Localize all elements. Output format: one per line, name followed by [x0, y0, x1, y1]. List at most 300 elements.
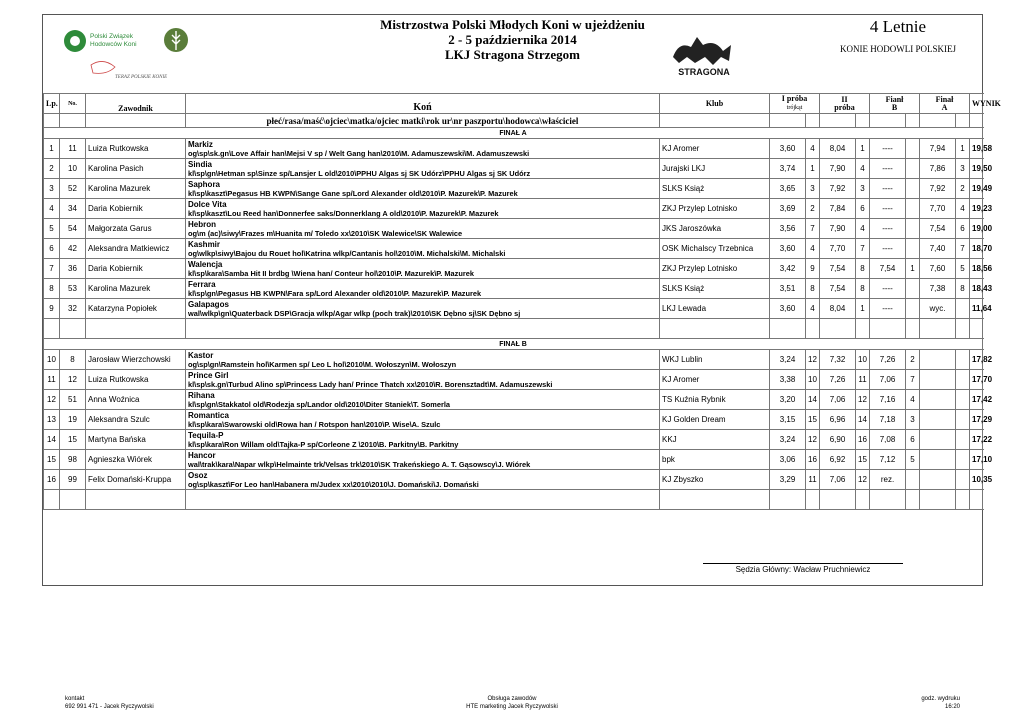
row-final-b-score: ----	[870, 179, 906, 199]
row-final-b-score: 7,18	[870, 410, 906, 430]
row-total: 10,35	[970, 470, 983, 490]
row-final-b-rank: 3	[906, 410, 920, 430]
results-sheet	[42, 14, 1001, 586]
row-total: 11,64	[970, 299, 983, 319]
row-final-a-score: 7,38	[920, 279, 956, 299]
col-result: WYNIK	[970, 94, 983, 114]
col-final-a	[920, 94, 970, 114]
row-total: 19,00	[970, 219, 983, 239]
row-number: 54	[60, 219, 86, 239]
col-final-b	[870, 94, 920, 114]
row-final-b-score: ----	[870, 299, 906, 319]
row-final-a-score: 7,54	[920, 219, 956, 239]
row-horse	[186, 430, 660, 450]
col-test2-sub: próba	[834, 102, 855, 112]
horse-name: Walencja	[188, 259, 223, 269]
row-test2-rank: 3	[856, 179, 870, 199]
row-number: 8	[60, 350, 86, 370]
row-final-a-rank: 8	[956, 279, 970, 299]
row-test1-score: 3,15	[770, 410, 806, 430]
row-club: SLKS Książ	[660, 279, 770, 299]
row-test2-rank: 12	[856, 470, 870, 490]
result-row	[44, 370, 983, 390]
row-lp: 16	[44, 470, 60, 490]
row-rider: Felix Domański-Kruppa	[86, 470, 186, 490]
teraz-horse-icon	[91, 61, 115, 73]
row-test1-score: 3,56	[770, 219, 806, 239]
row-rider: Daria Kobiernik	[86, 259, 186, 279]
row-total: 17,82	[970, 350, 983, 370]
footer-service-name: HTE marketing Jacek Ryczywolski	[466, 704, 558, 710]
row-horse	[186, 219, 660, 239]
row-final-a-rank: 4	[956, 199, 970, 219]
row-rider: Aleksandra Matkiewicz	[86, 239, 186, 259]
row-rider: Małgorzata Garus	[86, 219, 186, 239]
row-final-a-rank: 2	[956, 179, 970, 199]
row-lp: 15	[44, 450, 60, 470]
row-club: KJ Zbyszko	[660, 470, 770, 490]
row-final-b-score: ----	[870, 139, 906, 159]
horse-desc-header-row	[44, 114, 983, 128]
row-final-b-rank: 4	[906, 390, 920, 410]
row-number: 99	[60, 470, 86, 490]
row-final-b-score: 7,06	[870, 370, 906, 390]
organization-label: KONIE HODOWLI POLSKIEJ	[840, 44, 956, 54]
final-a-body	[44, 128, 993, 319]
horse-description: og\sp\kaszt\For Leo han\Habanera m/Judex xx\2010\2010\J. Domański\J. Domański	[188, 479, 479, 489]
row-final-b-rank	[906, 179, 920, 199]
row-test2-rank: 1	[856, 139, 870, 159]
row-number: 42	[60, 239, 86, 259]
row-total: 17,42	[970, 390, 983, 410]
row-final-a-rank: 6	[956, 219, 970, 239]
col-test1-sub: trójkąt	[786, 105, 803, 111]
row-number: 11	[60, 139, 86, 159]
row-club: JKS Jaroszówka	[660, 219, 770, 239]
horse-description: kl\sp\kara\Swarowski old\Rowa han / Rotspon han\2010\P. Wise\A. Szulc	[188, 419, 441, 429]
row-final-b-score: ----	[870, 219, 906, 239]
row-final-b-score: 7,26	[870, 350, 906, 370]
row-final-a-rank: 3	[956, 159, 970, 179]
row-final-b-rank: 5	[906, 450, 920, 470]
result-row	[44, 350, 983, 370]
spacer-body	[44, 319, 983, 339]
result-row	[44, 139, 983, 159]
row-lp: 7	[44, 259, 60, 279]
row-final-a-score: 7,92	[920, 179, 956, 199]
row-final-a-rank	[956, 410, 970, 430]
col-test1-label: I próba	[781, 94, 808, 103]
row-horse	[186, 239, 660, 259]
row-final-b-score: 7,08	[870, 430, 906, 450]
row-test2-rank: 16	[856, 430, 870, 450]
row-total: 17,70	[970, 370, 983, 390]
col-final-a-sub: A	[941, 102, 948, 112]
horse-name: Markiz	[188, 139, 213, 149]
row-final-a-score	[920, 470, 956, 490]
row-rider: Anna Woźnica	[86, 390, 186, 410]
row-test2-rank: 10	[856, 350, 870, 370]
row-club: Jurajski LKJ	[660, 159, 770, 179]
row-total: 19,50	[970, 159, 983, 179]
row-number: 15	[60, 430, 86, 450]
col-no: No.	[60, 94, 86, 114]
row-lp: 2	[44, 159, 60, 179]
row-test1-score: 3,42	[770, 259, 806, 279]
result-row	[44, 259, 983, 279]
horse-name: Sindia	[188, 159, 213, 169]
row-total: 17,29	[970, 410, 983, 430]
row-total: 17,22	[970, 430, 983, 450]
horse-name: Hancor	[188, 450, 216, 460]
row-club: SLKS Książ	[660, 179, 770, 199]
row-final-b-rank: 2	[906, 350, 920, 370]
row-number: 12	[60, 370, 86, 390]
row-final-b-rank	[906, 219, 920, 239]
col-lp: Lp.	[44, 94, 60, 114]
category-title: 4 Letnie	[869, 17, 927, 36]
row-final-b-score: 7,16	[870, 390, 906, 410]
row-lp: 12	[44, 390, 60, 410]
final-b-body	[44, 339, 993, 510]
footer-print-value: 16:20	[944, 704, 960, 710]
horse-name: Hebron	[188, 219, 216, 229]
row-final-b-score: ----	[870, 239, 906, 259]
row-lp: 9	[44, 299, 60, 319]
row-final-b-score: rez.	[870, 470, 906, 490]
col-test2	[820, 94, 870, 114]
horse-description: kl\sp\gn\Stakkatol old\Rodezja sp/Landor old\2010\Diter Staniek\T. Somerla	[188, 399, 451, 409]
horse-description: wal\trak\kara\Napar wlkp\Helmainte trk/Velsas trk\2010\SK Trakeńskiego A. T. Gąsowscy\J. Wiórek	[188, 459, 531, 469]
row-test1-rank: 14	[806, 390, 820, 410]
row-rider: Aleksandra Szulc	[86, 410, 186, 430]
pzhk-name-1: Polski Związek	[90, 33, 133, 40]
row-horse	[186, 199, 660, 219]
row-test2-rank: 11	[856, 370, 870, 390]
row-test2-rank: 8	[856, 259, 870, 279]
spacer-row	[44, 490, 983, 510]
row-test2-score: 6,96	[820, 410, 856, 430]
row-test1-score: 3,60	[770, 299, 806, 319]
row-club: ZKJ Przylep Lotnisko	[660, 259, 770, 279]
pzhk-name-2: Hodowców Koni	[90, 41, 137, 48]
row-test2-rank: 6	[856, 199, 870, 219]
row-total: 17,10	[970, 450, 983, 470]
row-test1-rank: 12	[806, 430, 820, 450]
row-number: 19	[60, 410, 86, 430]
row-final-a-rank	[956, 450, 970, 470]
title-line-3: LKJ Stragona Strzegom	[444, 47, 581, 62]
row-test1-score: 3,06	[770, 450, 806, 470]
final-b-header	[44, 339, 983, 350]
row-horse	[186, 179, 660, 199]
row-final-b-rank	[906, 199, 920, 219]
row-final-b-rank: 1	[906, 259, 920, 279]
result-row	[44, 199, 983, 219]
row-total: 18,70	[970, 239, 983, 259]
row-test1-rank: 10	[806, 370, 820, 390]
row-rider: Karolina Mazurek	[86, 279, 186, 299]
row-test1-rank: 16	[806, 450, 820, 470]
row-test2-score: 6,90	[820, 430, 856, 450]
row-test2-rank: 4	[856, 159, 870, 179]
row-rider: Luiza Rutkowska	[86, 370, 186, 390]
row-final-a-rank	[956, 299, 970, 319]
row-test1-rank: 8	[806, 279, 820, 299]
spacer-row	[44, 319, 983, 339]
final-a-label: FINAŁ A	[44, 128, 983, 139]
horse-name: Kastor	[188, 350, 214, 360]
row-test1-score: 3,20	[770, 390, 806, 410]
col-final-b-label: Fianł	[885, 94, 904, 104]
horses-silhouette-icon	[673, 37, 731, 65]
row-horse	[186, 410, 660, 430]
result-row	[44, 279, 983, 299]
horse-desc-header: płeć/rasa/maść\ojciec\matka/ojciec matki\rok ur\nr paszportu\hodowca\właściciel	[186, 114, 660, 128]
row-club: bpk	[660, 450, 770, 470]
row-test2-score: 7,90	[820, 219, 856, 239]
row-total: 19,23	[970, 199, 983, 219]
row-final-a-rank: 1	[956, 139, 970, 159]
horse-name: Osoz	[188, 470, 208, 480]
horse-name: Ferrara	[188, 279, 216, 289]
horse-description: kl\sp\kara\Ron Willam old\Tajka-P sp/Corleone Z \2010\B. Parkitny\B. Parkitny	[188, 439, 459, 449]
row-test1-rank: 12	[806, 350, 820, 370]
row-rider: Agnieszka Wiórek	[86, 450, 186, 470]
horse-description: kl\sp\kaszt\Lou Reed han\Donnerfee saks/Donnerklang A old\2010\P. Mazurek\P. Mazurek	[188, 208, 499, 218]
row-test2-score: 7,26	[820, 370, 856, 390]
horse-description: og\m (ac)\siwy\Frazes m\Huanita m/ Toledo xx\2010\SK Walewice\SK Walewice	[188, 228, 463, 238]
row-lp: 13	[44, 410, 60, 430]
row-lp: 1	[44, 139, 60, 159]
row-club: KJ Aromer	[660, 370, 770, 390]
row-test2-score: 8,04	[820, 139, 856, 159]
row-final-a-rank	[956, 370, 970, 390]
row-total: 18,43	[970, 279, 983, 299]
row-lp: 8	[44, 279, 60, 299]
horse-description: og\wlkp\siwy\Bajou du Rouet hol\Katrina wlkp/Cantanis hol\2010\M. Michalski\M. Michalski	[188, 248, 506, 258]
row-final-b-rank: 6	[906, 430, 920, 450]
row-total: 19,49	[970, 179, 983, 199]
row-horse	[186, 390, 660, 410]
row-test1-score: 3,60	[770, 139, 806, 159]
row-test1-rank: 11	[806, 470, 820, 490]
final-b-label: FINAŁ B	[44, 339, 983, 350]
row-rider: Luiza Rutkowska	[86, 139, 186, 159]
header	[43, 15, 982, 94]
row-test2-score: 7,92	[820, 179, 856, 199]
row-test1-rank: 2	[806, 199, 820, 219]
row-final-a-score: 7,86	[920, 159, 956, 179]
row-horse	[186, 139, 660, 159]
horse-description: kl\sp\kara\Samba Hit II brdbg \Wiena han/ Conteur hol\2010\P. Mazurek\P. Mazurek	[188, 268, 474, 278]
row-final-b-score: ----	[870, 199, 906, 219]
horse-name: Saphora	[188, 179, 221, 189]
row-final-a-score	[920, 350, 956, 370]
col-final-b-sub: B	[891, 102, 898, 112]
result-row	[44, 410, 983, 430]
row-test2-score: 7,54	[820, 259, 856, 279]
row-final-a-rank	[956, 470, 970, 490]
row-horse	[186, 350, 660, 370]
row-final-b-score: ----	[870, 159, 906, 179]
row-final-a-score: 7,70	[920, 199, 956, 219]
row-total: 19,58	[970, 139, 983, 159]
row-test1-score: 3,38	[770, 370, 806, 390]
row-club: WKJ Lublin	[660, 350, 770, 370]
row-club: TS Kuźnia Rybnik	[660, 390, 770, 410]
row-club: ZKJ Przylep Lotnisko	[660, 199, 770, 219]
row-final-b-score: 7,12	[870, 450, 906, 470]
row-test2-score: 7,54	[820, 279, 856, 299]
row-test1-rank: 3	[806, 179, 820, 199]
result-row	[44, 450, 983, 470]
row-final-a-score	[920, 430, 956, 450]
row-final-b-rank	[906, 470, 920, 490]
col-test1	[770, 94, 820, 114]
horse-name: Dolce Vita	[188, 199, 227, 209]
row-horse	[186, 450, 660, 470]
row-number: 53	[60, 279, 86, 299]
row-test2-score: 7,06	[820, 470, 856, 490]
row-test2-score: 7,90	[820, 159, 856, 179]
footer-service-label: Obsługa zawodów	[487, 696, 537, 702]
row-lp: 14	[44, 430, 60, 450]
header-row	[44, 94, 983, 114]
footer-contact-label: kontakt	[65, 696, 85, 702]
horse-description: wal\wlkp\gn\Quaterback DSP\Gracja wlkp/Agar wlkp (poch trak)\2010\SK Dębno sj\SK Dębno sj	[188, 308, 521, 318]
row-rider: Daria Kobiernik	[86, 199, 186, 219]
result-row	[44, 159, 983, 179]
horse-name: Galapagos	[188, 299, 229, 309]
footer-service	[462, 695, 562, 711]
row-final-a-score	[920, 450, 956, 470]
row-club: KKJ	[660, 430, 770, 450]
stragona-logo	[667, 27, 742, 77]
row-test1-rank: 4	[806, 299, 820, 319]
row-lp: 5	[44, 219, 60, 239]
col-horse: Koń	[186, 94, 660, 114]
teraz-logo-text: TERAZ POLSKIE KONIE	[115, 75, 168, 80]
result-row	[44, 179, 983, 199]
results-table	[43, 93, 1001, 510]
row-horse	[186, 279, 660, 299]
row-lp: 11	[44, 370, 60, 390]
row-test1-score: 3,24	[770, 350, 806, 370]
row-test2-rank: 12	[856, 390, 870, 410]
title-line-2: 2 - 5 października 2014	[448, 32, 577, 47]
row-final-b-rank	[906, 239, 920, 259]
final-a-header	[44, 128, 983, 139]
row-test1-rank: 4	[806, 239, 820, 259]
result-row	[44, 299, 983, 319]
result-row	[44, 430, 983, 450]
footer-contact	[65, 695, 154, 711]
row-test2-rank: 1	[856, 299, 870, 319]
stragona-logo-text: STRAGONA	[678, 67, 730, 77]
result-row	[44, 390, 983, 410]
row-test2-rank: 4	[856, 219, 870, 239]
title-line-1: Mistrzostwa Polski Młodych Koni w ujeżdżeniu	[380, 17, 645, 32]
row-final-b-score: 7,54	[870, 259, 906, 279]
col-club: Klub	[660, 94, 770, 114]
horse-description: kl\sp\kaszt\Pegasus HB KWPN\Sange Gane sp/Lord Alexander old\2010\P. Mazurek\P. Mazurek	[188, 188, 518, 198]
row-test2-score: 7,84	[820, 199, 856, 219]
row-final-a-score: wyc.	[920, 299, 956, 319]
row-final-b-rank	[906, 159, 920, 179]
row-test1-rank: 1	[806, 159, 820, 179]
row-final-a-rank	[956, 350, 970, 370]
row-test2-score: 7,06	[820, 390, 856, 410]
row-lp: 6	[44, 239, 60, 259]
row-test1-rank: 7	[806, 219, 820, 239]
row-number: 10	[60, 159, 86, 179]
row-horse	[186, 159, 660, 179]
row-test1-score: 3,60	[770, 239, 806, 259]
row-final-a-rank: 7	[956, 239, 970, 259]
row-final-b-score: ----	[870, 279, 906, 299]
horse-description: kl\sp\gn\Pegasus HB KWPN\Fara sp/Lord Alexander old\2010\P. Mazurek\P. Mazurek	[188, 288, 482, 298]
row-final-b-rank	[906, 139, 920, 159]
row-final-b-rank	[906, 279, 920, 299]
horse-name: Kashmir	[188, 239, 221, 249]
row-number: 51	[60, 390, 86, 410]
row-rider: Karolina Pasich	[86, 159, 186, 179]
row-horse	[186, 299, 660, 319]
row-number: 34	[60, 199, 86, 219]
row-final-a-score	[920, 370, 956, 390]
row-club: OSK Michalscy Trzebnica	[660, 239, 770, 259]
row-test2-score: 7,32	[820, 350, 856, 370]
row-test2-rank: 8	[856, 279, 870, 299]
horse-name: Romantica	[188, 410, 229, 420]
col-rider: Zawodnik	[86, 94, 186, 114]
row-final-a-score	[920, 410, 956, 430]
row-test2-rank: 7	[856, 239, 870, 259]
horse-description: kl\sp\gn\Hetman sp\Sinze sp/Lansjer L old\2010\PPHU Algas sj SK Udórz\PPHU Algas sj SK Udórz	[188, 168, 531, 178]
row-horse	[186, 470, 660, 490]
row-lp: 10	[44, 350, 60, 370]
row-lp: 3	[44, 179, 60, 199]
row-rider: Jarosław Wierzchowski	[86, 350, 186, 370]
row-final-a-score: 7,94	[920, 139, 956, 159]
horse-name: Tequila-P	[188, 430, 224, 440]
row-final-a-score: 7,60	[920, 259, 956, 279]
row-test2-score: 7,70	[820, 239, 856, 259]
row-test1-score: 3,74	[770, 159, 806, 179]
row-final-a-score: 7,40	[920, 239, 956, 259]
row-number: 36	[60, 259, 86, 279]
result-row	[44, 219, 983, 239]
row-final-a-rank	[956, 430, 970, 450]
row-test2-score: 8,04	[820, 299, 856, 319]
row-horse	[186, 370, 660, 390]
row-final-a-score	[920, 390, 956, 410]
result-row	[44, 470, 983, 490]
chief-judge-signature: Sędzia Główny: Wacław Pruchniewicz	[735, 565, 871, 574]
horse-name: Rihana	[188, 390, 215, 400]
row-number: 98	[60, 450, 86, 470]
footer-contact-phone: 692 991 471 - Jacek Ryczywolski	[65, 704, 154, 710]
horse-description: kl\sp\sk.gn\Turbud Alino sp\Princess Lady han/ Prince Thatch xx\2010\R. Borensztadt\M. Adamuszewski	[188, 379, 553, 389]
row-test1-rank: 9	[806, 259, 820, 279]
row-club: KJ Aromer	[660, 139, 770, 159]
row-final-b-rank	[906, 299, 920, 319]
row-rider: Karolina Mazurek	[86, 179, 186, 199]
row-test2-rank: 14	[856, 410, 870, 430]
row-final-a-rank: 5	[956, 259, 970, 279]
col-test2-label: II	[841, 94, 848, 104]
